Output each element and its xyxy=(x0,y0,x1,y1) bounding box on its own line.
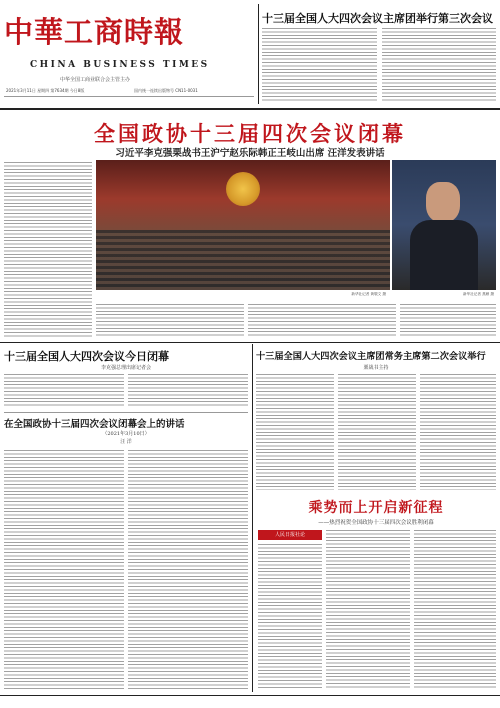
publication-number: 国内统一连续出版物号 CN11-0031 xyxy=(134,88,198,93)
conference-hall-photo xyxy=(96,160,390,290)
photo-credit-right: 新华社记者 燕雁 摄 xyxy=(462,292,494,296)
closing-today-byline: 李克强总理出席记者会 xyxy=(100,365,151,371)
speech-author: 汪 洋 xyxy=(120,439,132,445)
main-headline: 全国政协十三届四次会议闭幕 xyxy=(94,121,406,146)
speech-date: （2021年3月10日） xyxy=(102,431,150,437)
main-subhead: 习近平李克强栗战书王沪宁赵乐际韩正王岐山出席 汪洋发表讲话 xyxy=(115,148,385,159)
emblem-icon xyxy=(226,172,260,206)
presidium-byline: 栗战书主持 xyxy=(363,365,389,371)
speech-headline: 在全国政协十三届四次会议闭幕会上的讲话 xyxy=(4,419,185,430)
masthead-slogan: 中华全国工商业联合会主管主办 xyxy=(60,77,131,83)
feature-headline: 乘势而上开启新征程 xyxy=(308,500,444,516)
masthead-title: 中華工商時報 xyxy=(4,15,185,49)
closing-today-headline: 十三届全国人大四次会议今日闭幕 xyxy=(4,350,169,363)
photo-credit-left: 新华社记者 黄敬文 摄 xyxy=(351,292,386,296)
feature-subhead: ——热烈祝贺全国政协十三届四次会议胜利闭幕 xyxy=(318,520,434,526)
editorial-tag: 人民日报社论 xyxy=(258,530,322,540)
page-footer xyxy=(0,695,500,708)
top-story-headline: 十三届全国人大四次会议主席团举行第三次会议 xyxy=(262,12,493,25)
presidium-headline: 十三届全国人大四次会议主席团常务主席第二次会议举行 xyxy=(256,351,486,362)
speaker-photo xyxy=(392,160,496,290)
masthead-english: CHINA BUSINESS TIMES xyxy=(30,60,210,70)
issue-info: 2021年3月11日 星期四 第7634期 今日8版 xyxy=(6,88,85,93)
